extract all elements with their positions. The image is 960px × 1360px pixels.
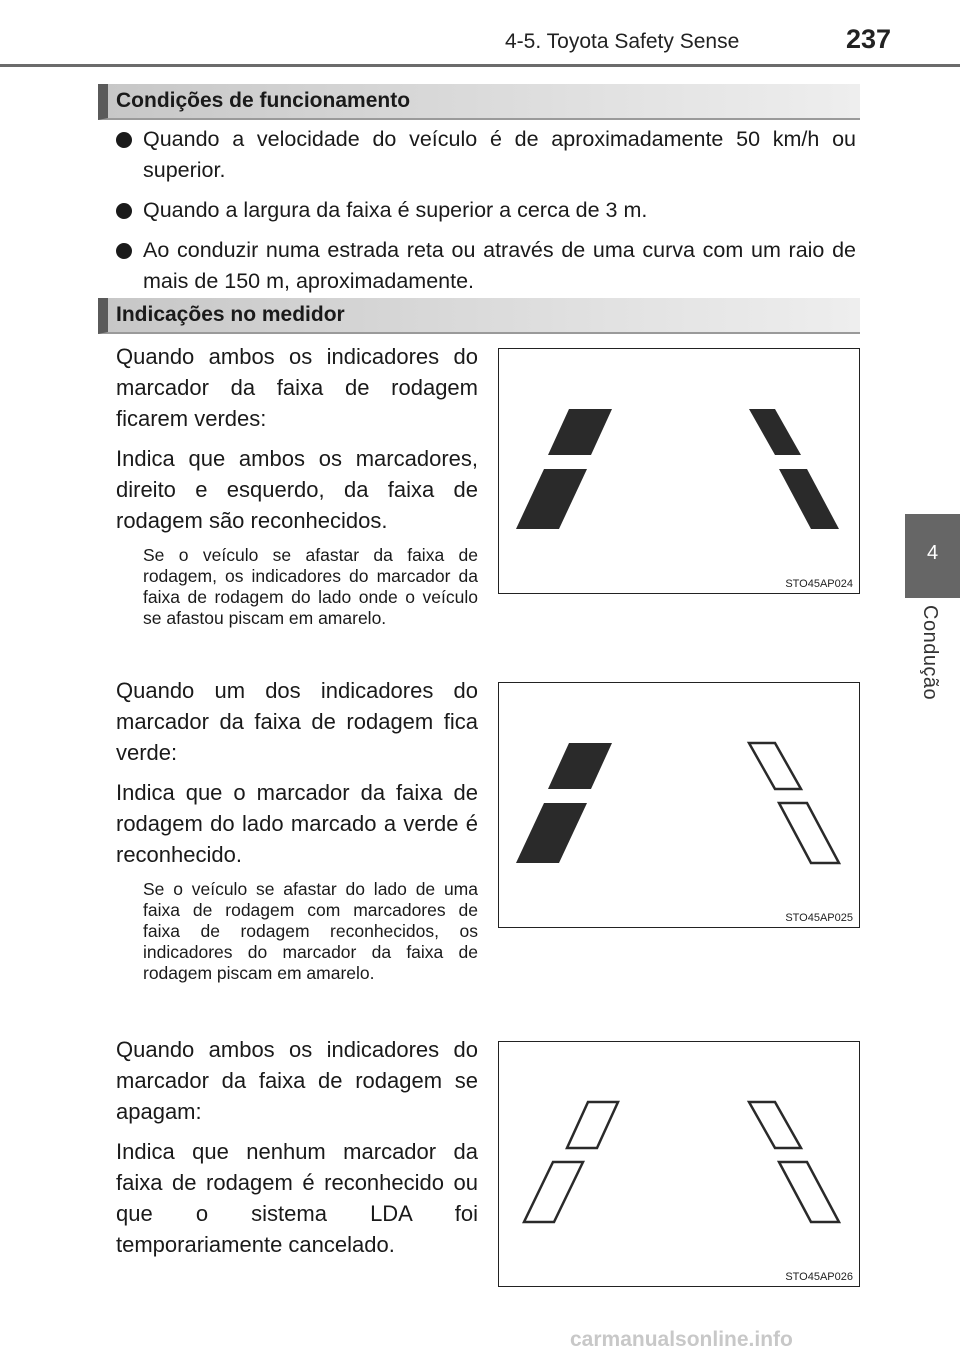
indication-heading: Quando ambos os indicadores do marcador da faixa de rodagem ficarem verdes: bbox=[116, 344, 478, 431]
right-lane-lower-mark bbox=[779, 803, 839, 863]
condition-text: Quando a largura da faixa é superior a cerca de 3 m. bbox=[143, 198, 648, 222]
lane-indicator-icon bbox=[499, 1042, 859, 1286]
header-rule bbox=[0, 64, 960, 67]
lane-indicator-icon bbox=[499, 349, 859, 593]
indication-heading: Quando ambos os indicadores do marcador da faixa de rodagem se apagam: bbox=[116, 1037, 478, 1124]
right-lane-lower-mark bbox=[779, 1162, 839, 1222]
left-lane-lower-mark bbox=[516, 469, 587, 529]
chapter-tab[interactable] bbox=[905, 514, 960, 598]
lane-indicator-figure-left-filled bbox=[498, 682, 860, 928]
list-item bbox=[116, 195, 856, 226]
lane-indicator-figure-both-filled bbox=[498, 348, 860, 594]
indication-heading: Quando um dos indicadores do marcador da faixa de rodagem fica verde: bbox=[116, 678, 478, 765]
right-lane-lower-mark bbox=[779, 469, 839, 529]
figure-code: STO45AP025 bbox=[785, 912, 853, 924]
bullet-icon bbox=[116, 203, 132, 219]
figure-code: STO45AP024 bbox=[785, 578, 853, 590]
figure-code: STO45AP026 bbox=[785, 1271, 853, 1283]
bullet-icon bbox=[116, 132, 132, 148]
left-lane-lower-mark bbox=[524, 1162, 583, 1222]
condition-text: Ao conduzir numa estrada reta ou através de uma curva com um raio de mais de 150 m, aproximadamente. bbox=[143, 238, 856, 293]
conditions-list bbox=[116, 124, 856, 306]
left-lane-lower-mark bbox=[516, 803, 587, 863]
left-lane-upper-mark bbox=[548, 743, 612, 789]
watermark: carmanualsonline.info bbox=[570, 1328, 793, 1351]
indication-block-one-green bbox=[116, 675, 478, 984]
lane-indicator-icon bbox=[499, 683, 859, 927]
indication-note: Se o veículo se afastar do lado de uma faixa de rodagem com marcadores de faixa de rodagem reconhecidos, os indicadores do marcador da faixa de rodagem piscam em amarelo. bbox=[143, 879, 478, 983]
bullet-icon bbox=[116, 243, 132, 259]
chapter-label: Condução bbox=[919, 605, 941, 701]
right-lane-upper-mark bbox=[749, 1102, 801, 1148]
indication-meaning: Indica que ambos os marcadores, direito e esquerdo, da faixa de rodagem são reconhecidos. bbox=[116, 446, 478, 533]
lane-indicator-figure-both-outline bbox=[498, 1041, 860, 1287]
chapter-number: 4 bbox=[926, 542, 939, 564]
list-item bbox=[116, 235, 856, 297]
right-lane-upper-mark bbox=[749, 409, 801, 455]
indication-block-both-green bbox=[116, 341, 478, 629]
left-lane-upper-mark bbox=[567, 1102, 618, 1148]
condition-text: Quando a velocidade do veículo é de aproximadamente 50 km/h ou superior. bbox=[143, 127, 856, 182]
left-lane-upper-mark bbox=[548, 409, 612, 455]
right-lane-upper-mark bbox=[749, 743, 801, 789]
indication-meaning: Indica que o marcador da faixa de rodagem do lado marcado a verde é reconhecido. bbox=[116, 780, 478, 867]
section-heading-conditions: Condições de funcionamento bbox=[98, 84, 860, 120]
section-heading-indications: Indicações no medidor bbox=[98, 298, 860, 334]
indication-meaning: Indica que nenhum marcador da faixa de rodagem é reconhecido ou que o sistema LDA foi temporariamente cancelado. bbox=[116, 1139, 478, 1257]
list-item bbox=[116, 124, 856, 186]
page-number: 237 bbox=[846, 24, 892, 54]
header-section-title: 4-5. Toyota Safety Sense bbox=[505, 30, 740, 53]
indication-note: Se o veículo se afastar da faixa de rodagem, os indicadores do marcador da faixa de rodagem do lado onde o veículo se afastou piscam em amarelo. bbox=[143, 545, 478, 628]
indication-block-off bbox=[116, 1034, 478, 1269]
